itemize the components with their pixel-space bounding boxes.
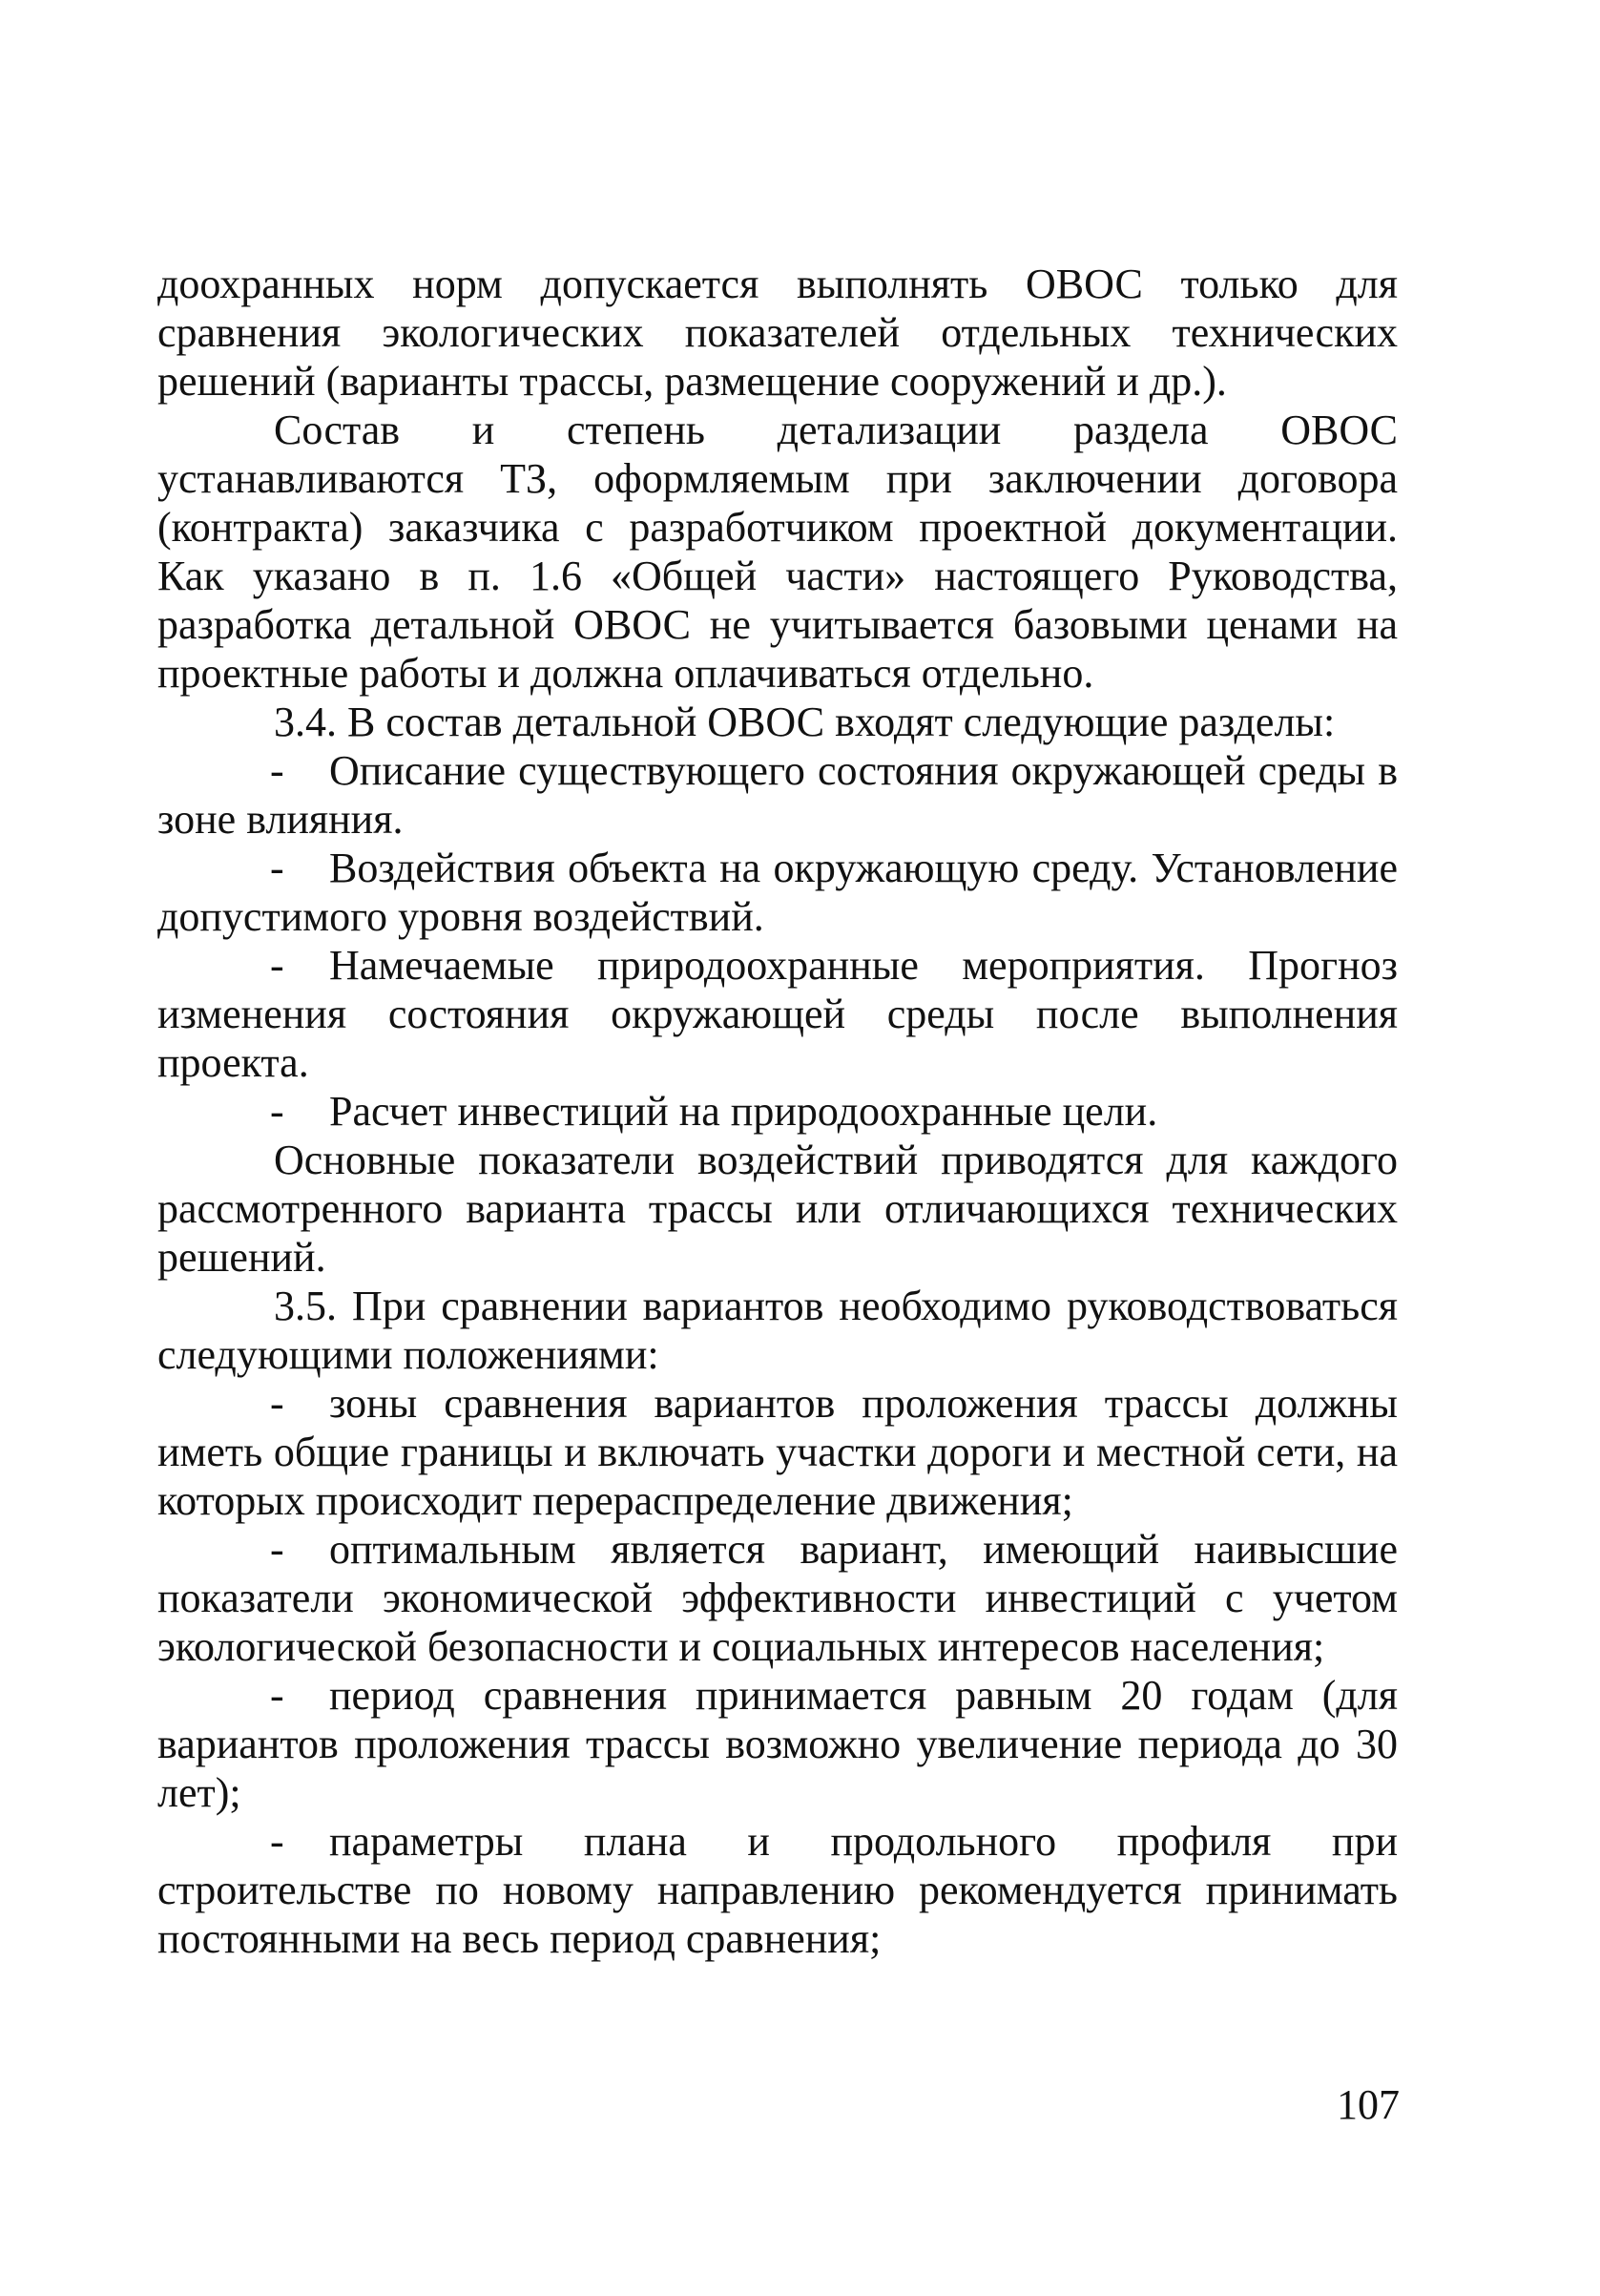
bullet-dash: - bbox=[270, 1088, 284, 1135]
paragraph-section-3-5: 3.5. При сравнении вариантов необходимо руководствоваться следующими положениями: bbox=[157, 1283, 1398, 1378]
bullet-dash: - bbox=[270, 845, 284, 891]
list-item bbox=[157, 1087, 1398, 1136]
list-item-text: оптимальным является вариант, имеющий наивысшие показатели экономической эффективности инвестиций с учетом экологической безопасности и социальных интересов населения; bbox=[157, 1526, 1398, 1670]
bullet-dash: - bbox=[270, 1672, 284, 1719]
list-item-text: период сравнения принимается равным 20 годам (для вариантов проложения трассы возможно увеличение периода до 30 лет); bbox=[157, 1672, 1398, 1816]
list-item bbox=[157, 746, 1398, 844]
body-text bbox=[157, 260, 1398, 1963]
list-item-text: параметры плана и продольного профиля при строительстве по новому направлению рекомендуется принимать постоянными на весь период сравнения; bbox=[157, 1818, 1398, 1962]
list-item bbox=[157, 1671, 1398, 1817]
bullet-dash: - bbox=[270, 1818, 284, 1865]
paragraph-ovos-composition: Состав и степень детализации раздела ОВОС устанавливаются ТЗ, оформляемым при заключении договора (контракта) заказчика с разработчиком проектной документации. Как указано в п. 1.6 «Общей части» настоящего Руководства, разработка детальной ОВОС не учитывается базовыми ценами на проектные работы и должна оплачиваться отдельно. bbox=[157, 407, 1398, 697]
bullet-dash: - bbox=[270, 747, 284, 794]
paragraph-section-3-4: 3.4. В состав детальной ОВОС входят следующие разделы: bbox=[274, 699, 1336, 745]
list-item-text: Расчет инвестиций на природоохранные цели. bbox=[329, 1088, 1158, 1135]
list-item-text: Воздействия объекта на окружающую среду. Установление допустимого уровня воздействий. bbox=[157, 845, 1398, 940]
list-item bbox=[157, 844, 1398, 941]
list-item-text: зоны сравнения вариантов проложения трассы должны иметь общие границы и включать участки дороги и местной сети, на которых происходит перераспределение движения; bbox=[157, 1380, 1398, 1524]
list-item-text: Описание существующего состояния окружающей среды в зоне влияния. bbox=[157, 747, 1398, 843]
bullet-dash: - bbox=[270, 1526, 284, 1573]
list-item-text: Намечаемые природоохранные мероприятия. Прогноз изменения состояния окружающей среды после выполнения проекта. bbox=[157, 942, 1398, 1086]
paragraph-impact-indicators: Основные показатели воздействий приводятся для каждого рассмотренного варианта трассы или отличающихся технических решений. bbox=[157, 1137, 1398, 1281]
list-item bbox=[157, 1379, 1398, 1525]
list-item bbox=[157, 1817, 1398, 1963]
page-number: 107 bbox=[1337, 2081, 1400, 2128]
paragraph-continuation: доохранных норм допускается выполнять ОВОС только для сравнения экологических показателей отдельных технических решений (варианты трассы, размещение сооружений и др.). bbox=[157, 261, 1398, 405]
list-item bbox=[157, 1525, 1398, 1671]
list-item bbox=[157, 941, 1398, 1087]
bullet-dash: - bbox=[270, 1380, 284, 1427]
bullet-dash: - bbox=[270, 942, 284, 989]
